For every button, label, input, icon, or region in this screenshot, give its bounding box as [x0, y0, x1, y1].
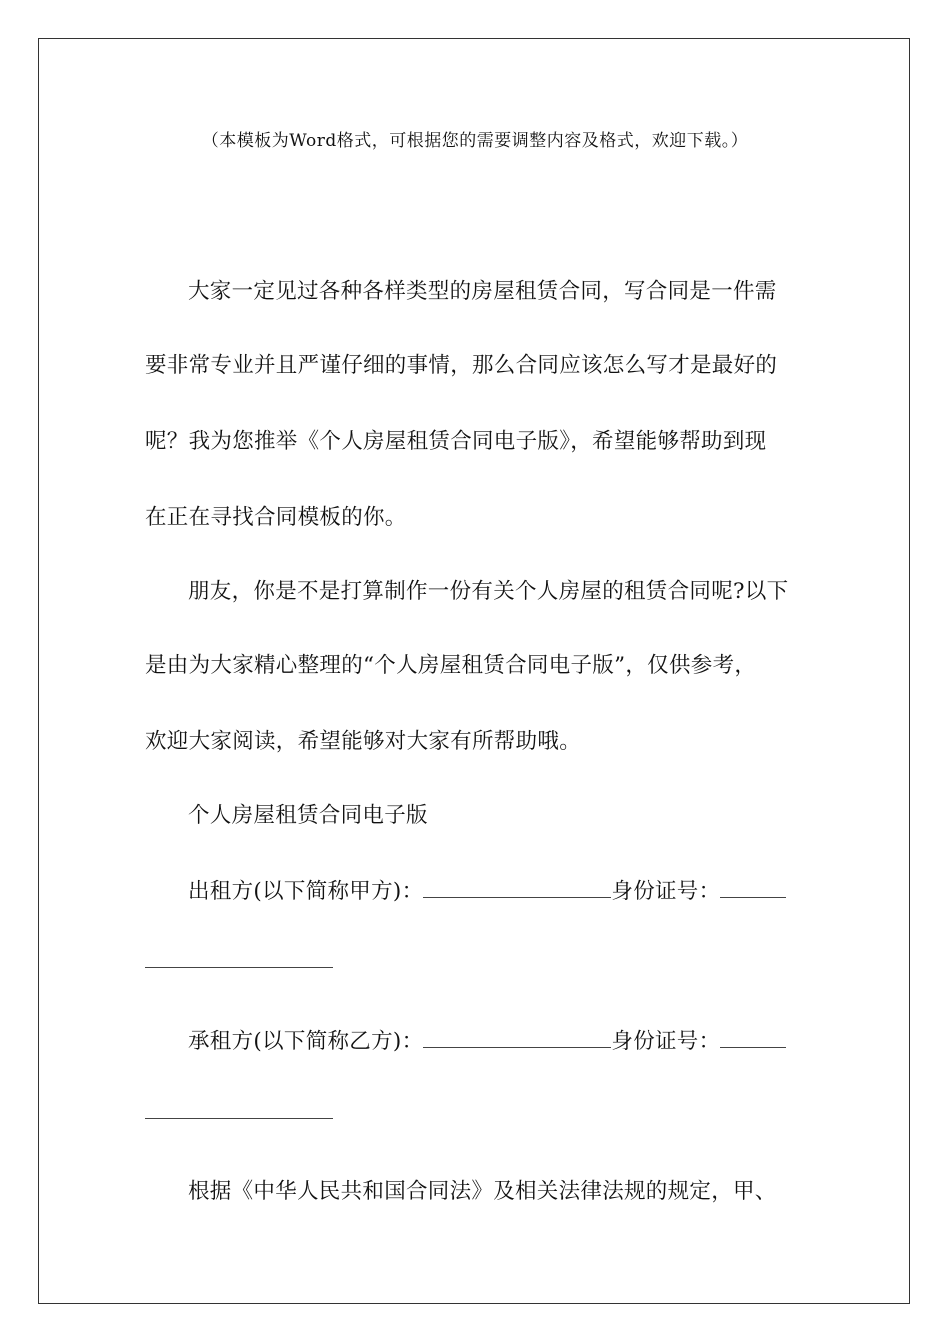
friend-line-1: 朋友，你是不是打算制作一份有关个人房屋的租赁合同呢?以下 — [188, 579, 789, 604]
lessor-id-blank[interactable] — [720, 877, 786, 898]
lessee-id-blank-continued[interactable] — [145, 1117, 333, 1119]
intro-line-4: 在正在寻找合同模板的你。 — [145, 505, 407, 530]
friend-line-3: 欢迎大家阅读，希望能够对大家有所帮助哦。 — [145, 729, 582, 754]
lessor-label: 出租方(以下简称甲方)： — [188, 879, 424, 904]
lessee-label: 承租方(以下简称乙方)： — [188, 1029, 424, 1054]
contract-title: 个人房屋租赁合同电子版 — [188, 803, 428, 828]
intro-line-2: 要非常专业并且严谨仔细的事情，那么合同应该怎么写才是最好的 — [145, 353, 778, 378]
template-note: （本模板为Word格式，可根据您的需要调整内容及格式，欢迎下载。） — [201, 131, 749, 151]
lessee-id-label: 身份证号： — [611, 1029, 721, 1054]
lessee-row — [188, 1024, 786, 1055]
intro-line-1: 大家一定见过各种各样类型的房屋租赁合同，写合同是一件需 — [188, 279, 777, 304]
lessee-name-blank[interactable] — [423, 1027, 611, 1048]
lessor-id-label: 身份证号： — [611, 879, 721, 904]
lessee-id-blank[interactable] — [720, 1027, 786, 1048]
lessor-id-blank-continued[interactable] — [145, 966, 333, 968]
law-line-1: 根据《中华人民共和国合同法》及相关法律法规的规定，甲、 — [188, 1179, 777, 1204]
friend-line-2: 是由为大家精心整理的“个人房屋租赁合同电子版”，仅供参考， — [145, 653, 757, 678]
intro-line-3: 呢？我为您推举《个人房屋租赁合同电子版》，希望能够帮助到现 — [145, 429, 767, 454]
lessor-row — [188, 874, 786, 905]
lessor-name-blank[interactable] — [423, 877, 611, 898]
